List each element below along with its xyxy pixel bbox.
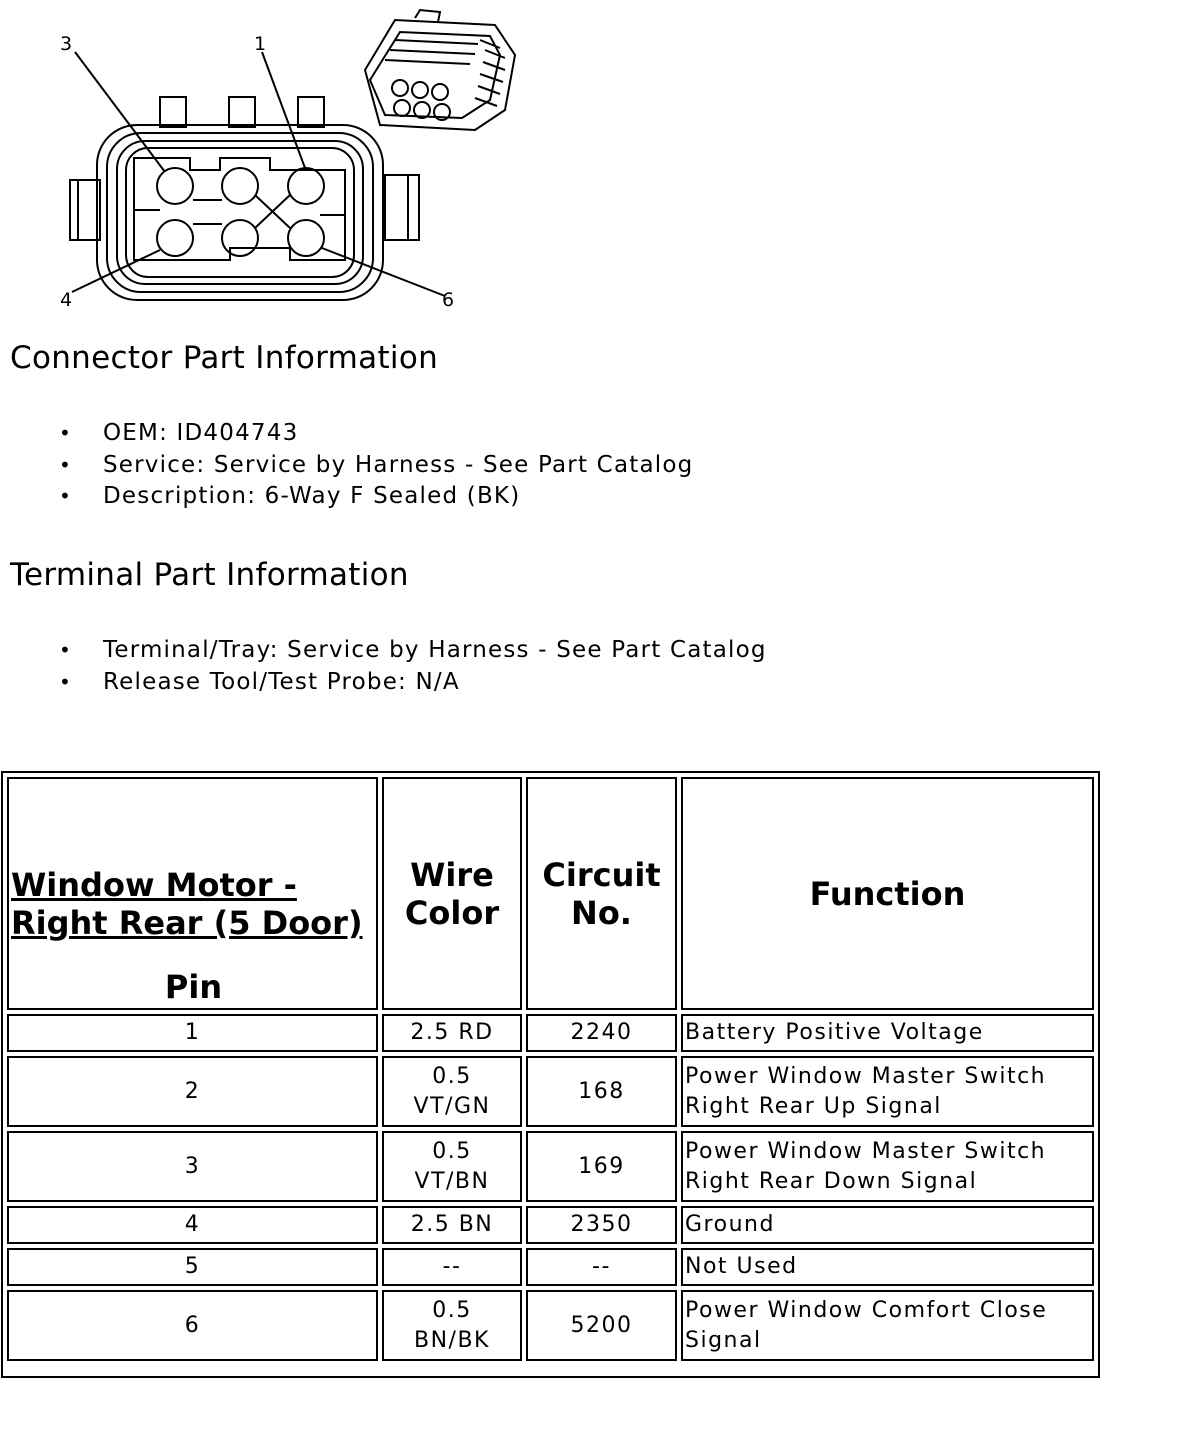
callout-3: 3 [60,33,73,55]
list-item: • OEM: ID404743 [55,418,693,450]
list-item: • Description: 6-Way F Sealed (BK) [55,481,693,513]
bullet-icon: • [59,421,72,445]
cell-circuit: 168 [526,1056,677,1127]
cell-wire: 2.5 BN [382,1206,522,1244]
cell-function: Power Window Master Switch Right Rear Down Signal [681,1131,1094,1202]
cell-pin: 3 [7,1131,378,1202]
table-row [7,1248,1094,1286]
list-item: • Terminal/Tray: Service by Harness - See Part Catalog [55,635,767,667]
bullet-icon: • [59,484,72,508]
cell-circuit: -- [526,1248,677,1286]
cell-pin: 5 [7,1248,378,1286]
bullet-icon: • [59,638,72,662]
table-row [7,1014,1094,1052]
callout-6: 6 [442,289,455,311]
cell-wire: 2.5 RD [382,1014,522,1052]
cell-function: Battery Positive Voltage [681,1014,1094,1052]
header-function: Function [681,777,1094,1010]
cell-function: Not Used [681,1248,1094,1286]
list-item: • Release Tool/Test Probe: N/A [55,667,767,699]
table-row [7,1290,1094,1361]
cell-wire: -- [382,1248,522,1286]
table-row [7,1056,1094,1127]
table-header-row [7,777,1094,1010]
header-pin-label: Pin [164,968,223,1006]
table-row [7,1131,1094,1202]
cell-circuit: 5200 [526,1290,677,1361]
cell-wire: 0.5 BN/BK [382,1290,522,1361]
callout-1: 1 [254,33,267,55]
cell-function: Ground [681,1206,1094,1244]
cell-wire: 0.5 VT/GN [382,1056,522,1127]
connector-info-list [55,418,693,513]
cell-function: Power Window Comfort Close Signal [681,1290,1094,1361]
terminal-info-list [55,635,767,698]
header-wire-color: Wire Color [382,777,522,1010]
cell-circuit: 2350 [526,1206,677,1244]
cell-function: Power Window Master Switch Right Rear Up Signal [681,1056,1094,1127]
bullet-icon: • [59,452,72,477]
connector-heading: Connector Part Information [10,340,439,376]
terminal-heading: Terminal Part Information [10,557,409,593]
cell-circuit: 169 [526,1131,677,1202]
cell-pin: 6 [7,1290,378,1361]
pin-table [1,771,1100,1378]
cell-wire: 0.5 VT/BN [382,1131,522,1202]
header-circuit-no: Circuit No. [526,777,677,1010]
bullet-icon: • [59,669,72,694]
cell-circuit: 2240 [526,1014,677,1052]
cell-pin: 1 [7,1014,378,1052]
list-item: • Service: Service by Harness - See Part Catalog [55,450,693,482]
cell-pin: 2 [7,1056,378,1127]
table-row [7,1206,1094,1244]
cell-pin: 4 [7,1206,378,1244]
callout-4: 4 [60,289,73,311]
table-title-link[interactable]: Window Motor - Right Rear (5 Door) [11,866,363,942]
connector-diagram [0,0,540,320]
header-pin [7,777,378,1010]
